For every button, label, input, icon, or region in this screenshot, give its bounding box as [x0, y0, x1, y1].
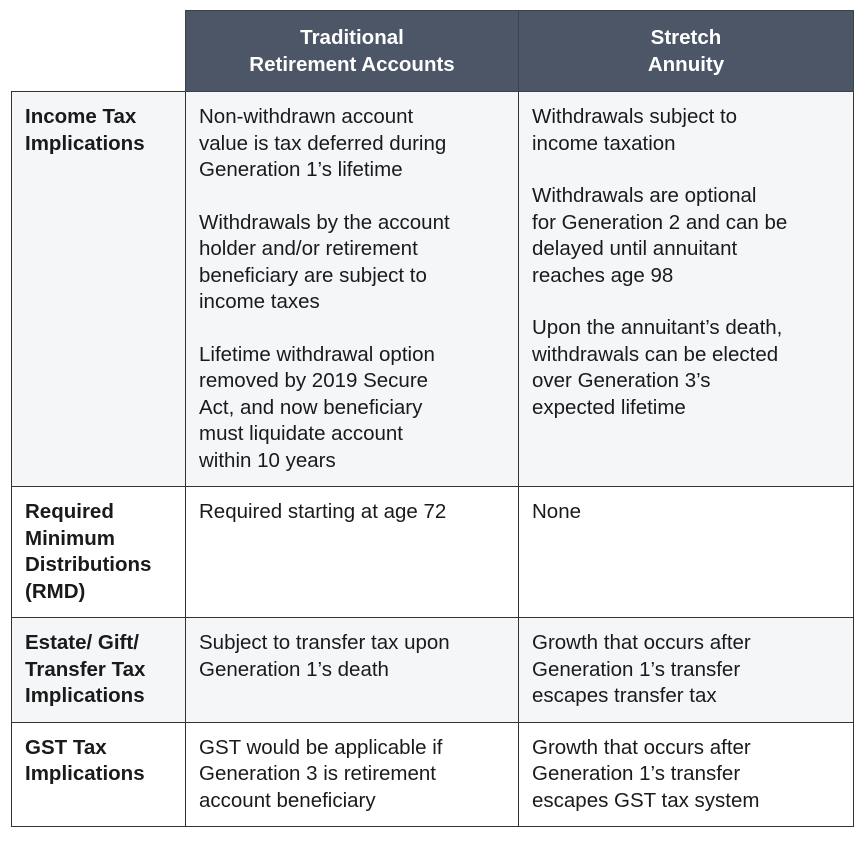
row-header-line: Implications: [25, 762, 145, 785]
cell-line: escapes transfer tax: [532, 684, 717, 707]
traditional-cell: [186, 618, 519, 723]
cell-line: beneficiary are subject to: [199, 263, 427, 287]
header-line: Retirement Accounts: [249, 53, 455, 76]
header-blank-cell: [12, 11, 186, 92]
cell-paragraph: [199, 499, 510, 526]
stretch-annuity-cell: [519, 487, 854, 618]
row-header-cell: [12, 722, 186, 827]
cell-line: removed by 2019 Secure: [199, 369, 429, 392]
comparison-table-wrapper: [11, 10, 853, 827]
cell-line: escapes GST tax system: [532, 788, 760, 812]
cell-line: Withdrawals by the account: [199, 210, 450, 234]
cell-line: Required starting at age 72: [199, 500, 447, 523]
row-header-line: Implications: [25, 684, 145, 707]
cell-line: Generation 1’s death: [199, 657, 389, 681]
cell-line: Generation 1’s transfer: [532, 657, 741, 681]
cell-line: Withdrawals are optional: [532, 184, 757, 207]
table-body: [12, 92, 854, 827]
cell-paragraph: [199, 630, 510, 683]
row-header-line: Distributions: [25, 553, 152, 576]
cell-line: Generation 1’s lifetime: [199, 158, 403, 181]
cell-line: Act, and now beneficiary: [199, 395, 423, 419]
cell-line: expected lifetime: [532, 395, 686, 419]
row-estate-gift-transfer-tax: [12, 618, 854, 723]
row-required-minimum-distributions: [12, 487, 854, 618]
cell-paragraph: [532, 315, 845, 421]
row-income-tax-implications: [12, 92, 854, 487]
cell-line: within 10 years: [199, 448, 336, 472]
row-header-cell: [12, 92, 186, 487]
row-header-cell: [12, 487, 186, 618]
row-header-line: Required: [25, 500, 114, 523]
cell-line: Upon the annuitant’s death,: [532, 316, 783, 339]
row-header-line: Transfer Tax: [25, 657, 146, 681]
cell-line: over Generation 3’s: [532, 369, 711, 392]
cell-line: Growth that occurs after: [532, 631, 751, 654]
row-header-line: Income Tax: [25, 105, 137, 128]
cell-paragraph: [532, 630, 845, 710]
cell-line: Generation 1’s transfer: [532, 762, 741, 785]
comparison-table: [11, 10, 854, 827]
cell-line: income taxes: [199, 290, 320, 313]
cell-line: account beneficiary: [199, 788, 376, 812]
cell-paragraph: [532, 104, 845, 157]
header-traditional-retirement-accounts: [186, 11, 519, 92]
cell-line: None: [532, 500, 582, 523]
row-header-line: Minimum: [25, 526, 115, 550]
row-header-line: Implications: [25, 131, 145, 155]
header-row: [12, 11, 854, 92]
cell-line: Subject to transfer tax upon: [199, 631, 450, 654]
cell-line: must liquidate account: [199, 422, 403, 445]
header-line: Stretch: [650, 26, 722, 49]
row-gst-tax-implications: [12, 722, 854, 827]
cell-line: income taxation: [532, 131, 676, 155]
row-header-cell: [12, 618, 186, 723]
traditional-cell: [186, 92, 519, 487]
header-line: Annuity: [647, 53, 725, 76]
cell-paragraph: [532, 499, 845, 526]
cell-line: Growth that occurs after: [532, 735, 751, 759]
cell-line: withdrawals can be elected: [532, 342, 779, 366]
cell-line: delayed until annuitant: [532, 237, 738, 260]
cell-line: value is tax deferred during: [199, 131, 447, 155]
cell-line: Withdrawals subject to: [532, 105, 738, 128]
cell-line: Non-withdrawn account: [199, 105, 414, 128]
header-stretch-annuity: [519, 11, 854, 92]
cell-line: for Generation 2 and can be: [532, 210, 788, 234]
stretch-annuity-cell: [519, 618, 854, 723]
row-header-line: GST Tax: [25, 735, 107, 759]
row-header-line: Estate/ Gift/: [25, 631, 139, 654]
stretch-annuity-cell: [519, 722, 854, 827]
cell-paragraph: [532, 183, 845, 289]
header-line: Traditional: [300, 26, 404, 49]
traditional-cell: [186, 487, 519, 618]
stretch-annuity-cell: [519, 92, 854, 487]
cell-line: Generation 3 is retirement: [199, 762, 437, 785]
cell-line: Lifetime withdrawal option: [199, 342, 435, 366]
cell-line: GST would be applicable if: [199, 735, 443, 759]
cell-paragraph: [199, 342, 510, 475]
cell-line: reaches age 98: [532, 263, 674, 287]
cell-paragraph: [199, 735, 510, 815]
cell-paragraph: [532, 735, 845, 815]
cell-paragraph: [199, 210, 510, 316]
row-header-line: (RMD): [25, 579, 86, 603]
cell-paragraph: [199, 104, 510, 184]
traditional-cell: [186, 722, 519, 827]
cell-line: holder and/or retirement: [199, 237, 418, 260]
